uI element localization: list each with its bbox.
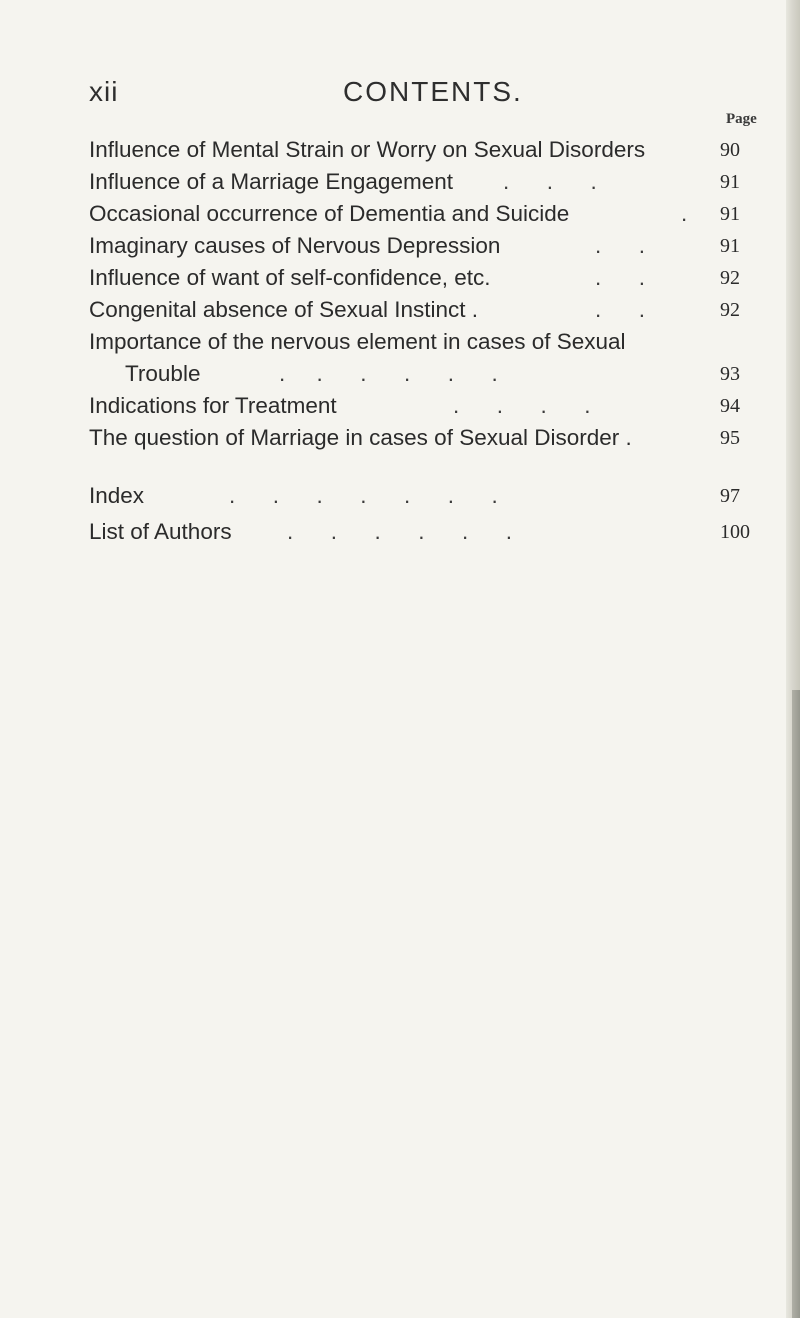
- toc-entry-leader: . . .: [503, 169, 597, 194]
- toc-entry-page: 93: [720, 363, 740, 385]
- toc-entry-title: Influence of a Marriage Engagement: [89, 169, 453, 194]
- toc-entry: [89, 422, 769, 454]
- toc-entry-title: Index: [89, 483, 145, 508]
- toc-entry-leader: . . . . . .: [279, 361, 498, 386]
- toc-entry-title: Importance of the nervous element in cases of Sexual: [89, 329, 626, 354]
- toc-entry-page: 91: [720, 203, 740, 225]
- toc-entry-title: Imaginary causes of Nervous Depression: [89, 233, 501, 258]
- toc-entry-page: 92: [720, 267, 740, 289]
- page-edge-dark-strip: [792, 690, 800, 1318]
- toc-entry-page: 92: [720, 299, 740, 321]
- toc-entry-title: List of Authors: [89, 519, 232, 544]
- toc-entry: [89, 198, 769, 230]
- toc-entry: [89, 294, 769, 326]
- toc-entry-page: 95: [720, 427, 740, 449]
- toc-entry: [89, 262, 769, 294]
- page-folio: xii: [89, 76, 119, 107]
- toc-entry-title: Influence of want of self-confidence, etc.: [89, 265, 491, 290]
- toc-entry-leader: . . . . . . .: [229, 483, 498, 508]
- toc-entry: [89, 134, 769, 166]
- toc-entry-title: Influence of Mental Strain or Worry on Sexual Disorders: [89, 137, 646, 162]
- toc-entry-leader: . . . . . .: [287, 519, 513, 544]
- toc-entry-title: Indications for Treatment: [89, 393, 337, 418]
- toc-entry-title: Trouble: [125, 361, 201, 386]
- toc-entry: [89, 358, 769, 390]
- toc-entry: [89, 230, 769, 262]
- contents-list: [89, 134, 769, 454]
- toc-entry-title: Occasional occurrence of Dementia and Suicide: [89, 201, 570, 226]
- toc-entry: [89, 326, 769, 358]
- toc-entry-title: The question of Marriage in cases of Sexual Disorder .: [89, 425, 632, 450]
- toc-entry: [89, 516, 769, 552]
- toc-entry-page: 91: [720, 235, 740, 257]
- toc-entry-page: 97: [720, 485, 740, 507]
- toc-entry-page: 90: [720, 139, 740, 161]
- toc-entry-page: 94: [720, 395, 740, 417]
- toc-entry-page: 100: [720, 521, 750, 543]
- toc-entry-leader: . . . .: [453, 393, 591, 418]
- page-column-label: Page: [726, 111, 757, 127]
- toc-entry: [89, 166, 769, 198]
- running-head: CONTENTS.: [343, 76, 523, 107]
- toc-entry: [89, 390, 769, 422]
- toc-entry-leader: . .: [595, 233, 646, 258]
- toc-entry-leader: . .: [595, 297, 646, 322]
- toc-entry-leader: . .: [595, 265, 646, 290]
- toc-entry: [89, 480, 769, 516]
- back-matter-list: [89, 480, 769, 552]
- toc-entry-title: Congenital absence of Sexual Instinct .: [89, 297, 478, 322]
- toc-entry-leader: .: [681, 201, 688, 226]
- toc-entry-page: 91: [720, 171, 740, 193]
